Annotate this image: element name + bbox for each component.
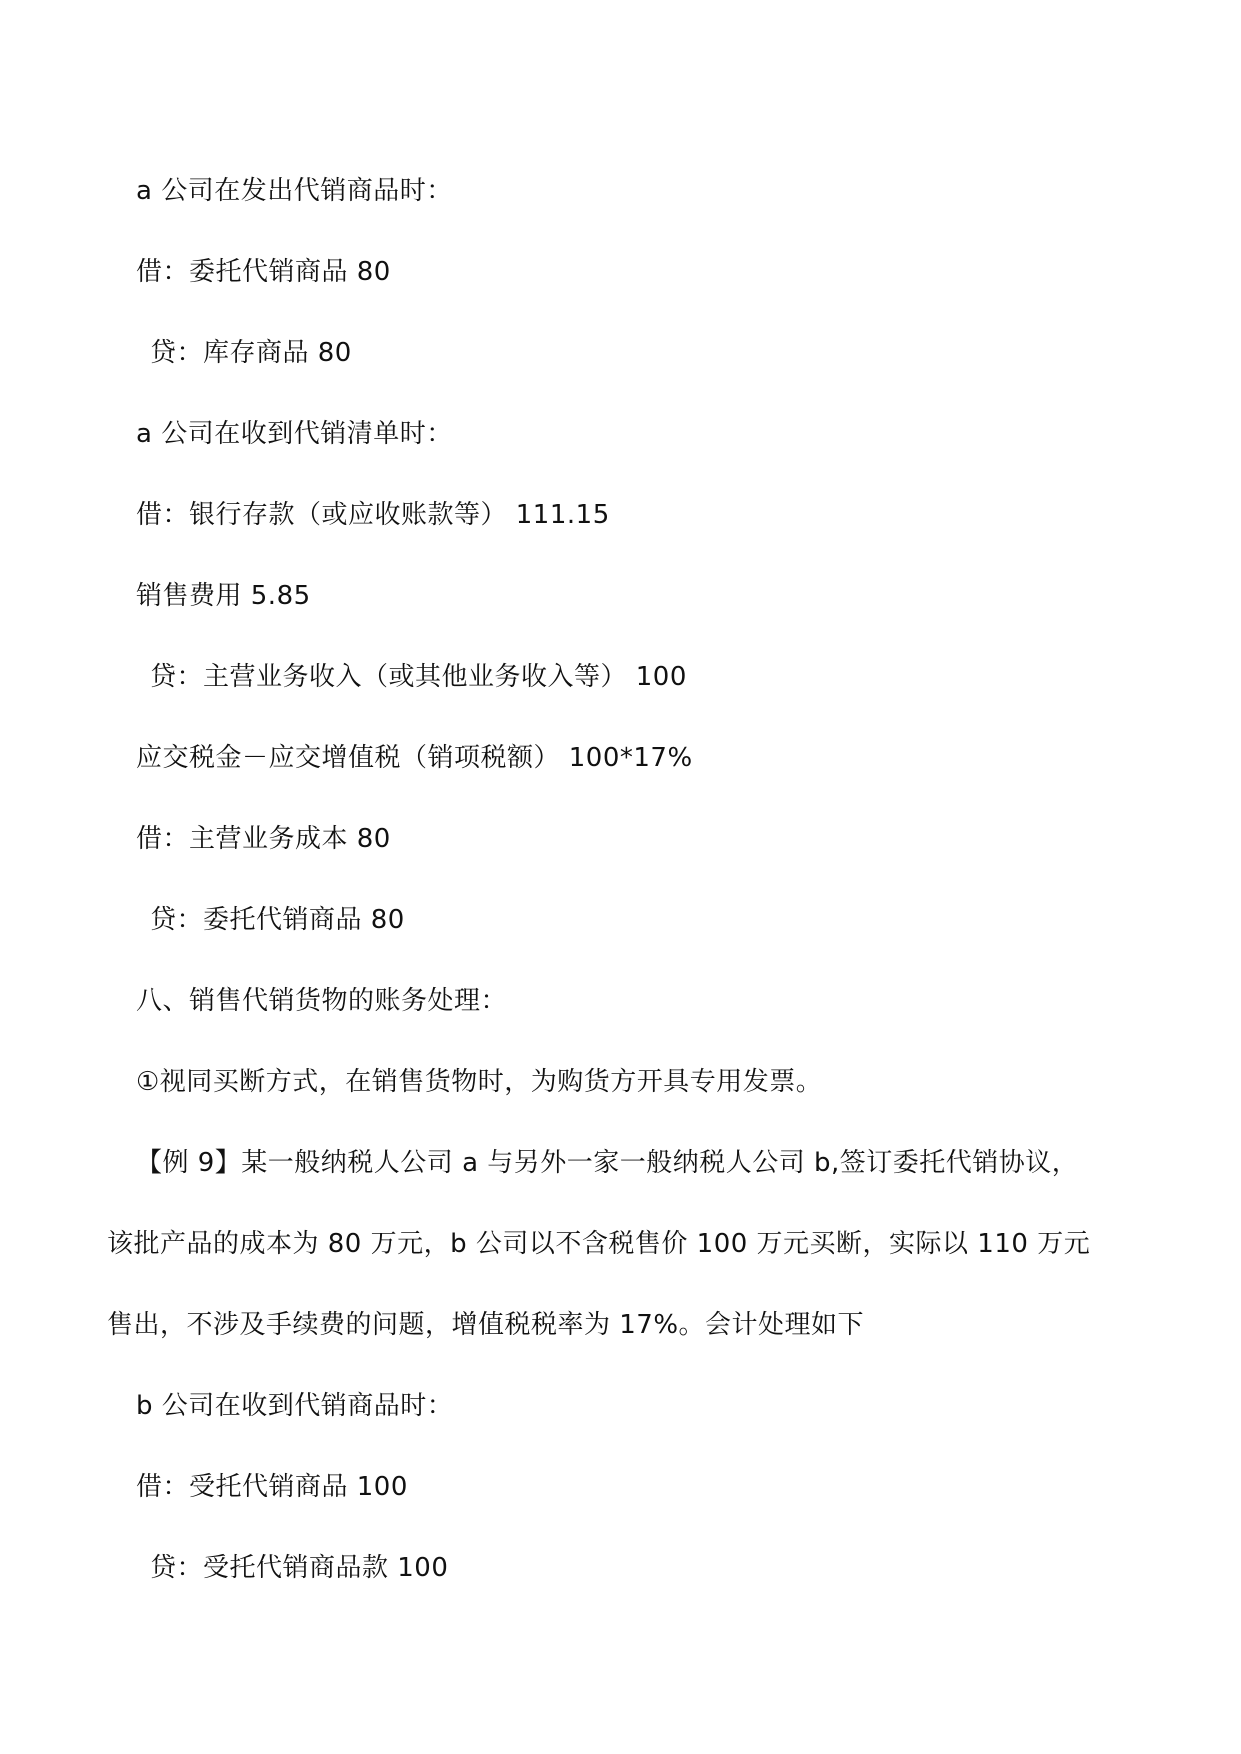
text-line: a 公司在发出代销商品时： (136, 176, 453, 206)
text-line: 借：委托代销商品 80 (136, 257, 391, 287)
text-line: 借：受托代销商品 100 (136, 1472, 408, 1502)
text-line: 销售费用 5.85 (136, 581, 311, 611)
text-line: 贷：主营业务收入（或其他业务收入等） 100 (150, 662, 687, 692)
text-line: ①视同买断方式，在销售货物时，为购货方开具专用发票。 (136, 1067, 823, 1097)
example-paragraph-line: 【例 9】某一般纳税人公司 a 与另外一家一般纳税人公司 b,签订委托代销协议， (136, 1148, 1079, 1178)
text-line: 借：主营业务成本 80 (136, 824, 391, 854)
text-line: a 公司在收到代销清单时： (136, 419, 453, 449)
text-line: 贷：库存商品 80 (150, 338, 352, 368)
text-line: 贷：受托代销商品款 100 (150, 1553, 449, 1583)
example-paragraph-line: 售出，不涉及手续费的问题，增值税税率为 17%。会计处理如下 (107, 1310, 865, 1340)
text-line: 应交税金－应交增值税（销项税额） 100*17% (136, 743, 693, 773)
text-line: 贷：委托代销商品 80 (150, 905, 405, 935)
section-heading: 八、销售代销货物的账务处理： (136, 986, 508, 1016)
text-line: b 公司在收到代销商品时： (136, 1391, 454, 1421)
example-paragraph-line: 该批产品的成本为 80 万元，b 公司以不含税售价 100 万元买断，实际以 110 万元 (107, 1229, 1091, 1259)
text-line: 借：银行存款（或应收账款等） 111.15 (136, 500, 610, 530)
